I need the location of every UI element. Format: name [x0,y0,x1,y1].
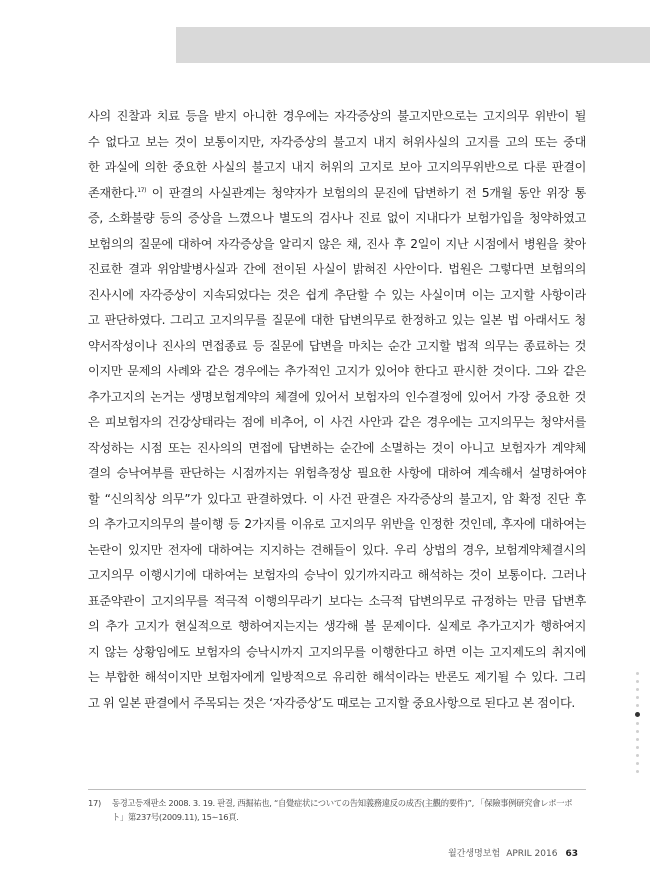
body-line: 증, 소화불량 등의 증상을 느꼈으나 별도의 검사나 진료 없이 지내다가 보험가입을 청약하였고 [88,211,586,225]
magazine-title: 월간생명보험 [448,849,501,859]
side-nav-dot [636,704,639,707]
body-line: 고 위 일본 판결에서 주목되는 것은 ‘자각증상’도 때로는 고지할 중요사항으로 된다고 본 점이다. [88,695,575,710]
body-line: 논란이 있지만 전자에 대하여는 지지하는 견해들이 있다. 우리 상법의 경우, 보험계약체결시의 [88,542,586,557]
side-nav-dot [636,738,639,741]
body-paragraph [88,104,586,716]
body-line: 할 “신의칙상 의무”가 있다고 판결하였다. 이 사건 판결은 자각증상의 불고지, 암 확정 진단 후 [88,491,586,506]
body-line: 수 없다고 보는 것이 보통이지만, 자각증상의 불고지 내지 허위사실의 고지를 고의 또는 중대 [88,134,586,149]
body-line: 약서작성이나 진사의 면접종료 등 질문에 답변을 마치는 순간 고지할 법적 의무는 종료하는 것 [88,338,586,353]
side-nav-dot-active [635,712,640,717]
body-line: 는 부합한 해석이지만 보험자에게 일방적으로 유리한 해석이라는 반론도 제기될 수 있다. 그리 [88,670,586,684]
body-line: 결의 승낙여부를 판단하는 시점까지는 위험측정상 필요한 사항에 대하여 계속해서 설명하여야 [88,466,586,480]
footnote-number: 17) [88,798,101,808]
header-bar [176,27,650,63]
page-number: 63 [565,849,578,859]
side-nav-dot [636,770,639,773]
body-line: 표준약관이 고지의무를 적극적 이행의무라기 보다는 소극적 답변의무로 규정하는 만큼 답변후 [88,593,586,608]
side-nav-dot [636,754,639,757]
body-line: 의 추가 고지가 현실적으로 행하여지는지는 생각해 볼 문제이다. 실제로 추가고지가 행하여지 [88,619,586,633]
body-line: 의 추가고지의무의 불이행 등 2가지를 이유로 고지의무 위반을 인정한 것인데, 후자에 대하여는 [88,517,586,531]
body-line-with-footnote-ref [88,181,586,207]
body-line: 고지의무 이행시기에 대하여는 보험자의 승낙이 있기까지라고 해석하는 것이 보통이다. 그러나 [88,568,586,582]
footnote-divider [88,789,586,790]
side-nav-dot [636,680,639,683]
side-nav-dot [636,762,639,765]
body-line: 사의 진찰과 치료 등을 받지 아니한 경우에는 자각증상의 불고지만으로는 고지의무 위반이 될 [88,109,586,123]
side-nav-dot [636,672,639,675]
body-line: 은 피보험자의 건강상태라는 점에 비추어, 이 사건 사안과 같은 경우에는 고지의무는 청약서를 [88,415,586,429]
footnote [88,796,586,824]
body-line: 보험의의 질문에 대하여 자각증상을 알리지 않은 채, 진사 후 2일이 지난 시점에서 병원을 찾아 [88,236,586,251]
side-nav-dot [636,722,639,725]
side-nav-dot [636,696,639,699]
body-line: 고 판단하였다. 그리고 고지의무를 질문에 대한 답변의무로 한정하고 있는 일본 법 아래서도 청 [88,313,586,327]
footnote-line [88,796,586,810]
body-line: 추가고지의 논거는 생명보험계약의 체결에 있어서 보험자의 인수결정에 있어서 가장 중요한 것 [88,389,586,404]
side-nav-dots [635,672,641,778]
body-line-prefix: 존재한다. [88,185,138,200]
body-line: 한 과실에 의한 중요한 사실의 불고지 내지 허위의 고지로 보아 고지의무위반으로 다룬 판결이 [88,160,586,174]
side-nav-dot [636,730,639,733]
body-line: 작성하는 시점 또는 진사의의 면접에 답변하는 순간에 소멸하는 것이 아니고 보험자가 계약체 [88,440,586,455]
body-line-rest: 이 판결의 사실관계는 청약자가 보험의의 문진에 답변하기 전 5개월 동안 위장 통 [151,185,586,200]
body-line: 지 않는 상황임에도 보험자의 승낙시까지 고지의무를 이행한다고 하면 이는 고지제도의 취지에 [88,644,586,659]
body-line: 진사시에 자각증상이 지속되었다는 것은 쉽게 추단할 수 있는 사실이며 이는 고지할 사항이라 [88,287,586,302]
footnote-line: ト」第237号(2009.11), 15∼16頁. [112,812,239,822]
footnote-ref[interactable]: 17) [137,186,147,194]
issue-date: APRIL 2016 [506,849,558,859]
body-line: 진료한 결과 위암발병사실과 간에 전이된 사실이 밝혀진 사안이다. 법원은 그렇다면 보험의의 [88,262,586,276]
side-nav-dot [636,688,639,691]
footnote-text: 동경고등재판소 2008. 3. 19. 판결, 西掘祐也, “自覺症状についての告知義務違反の成否(主觀的要件)”, 「保險事例研究會レポ一ポ [112,798,573,808]
page-footer [448,846,578,859]
body-line: 이지만 문제의 사례와 같은 경우에는 추가적인 고지가 있어야 한다고 판시한 것이다. 그와 같은 [88,364,586,378]
side-nav-dot [636,746,639,749]
